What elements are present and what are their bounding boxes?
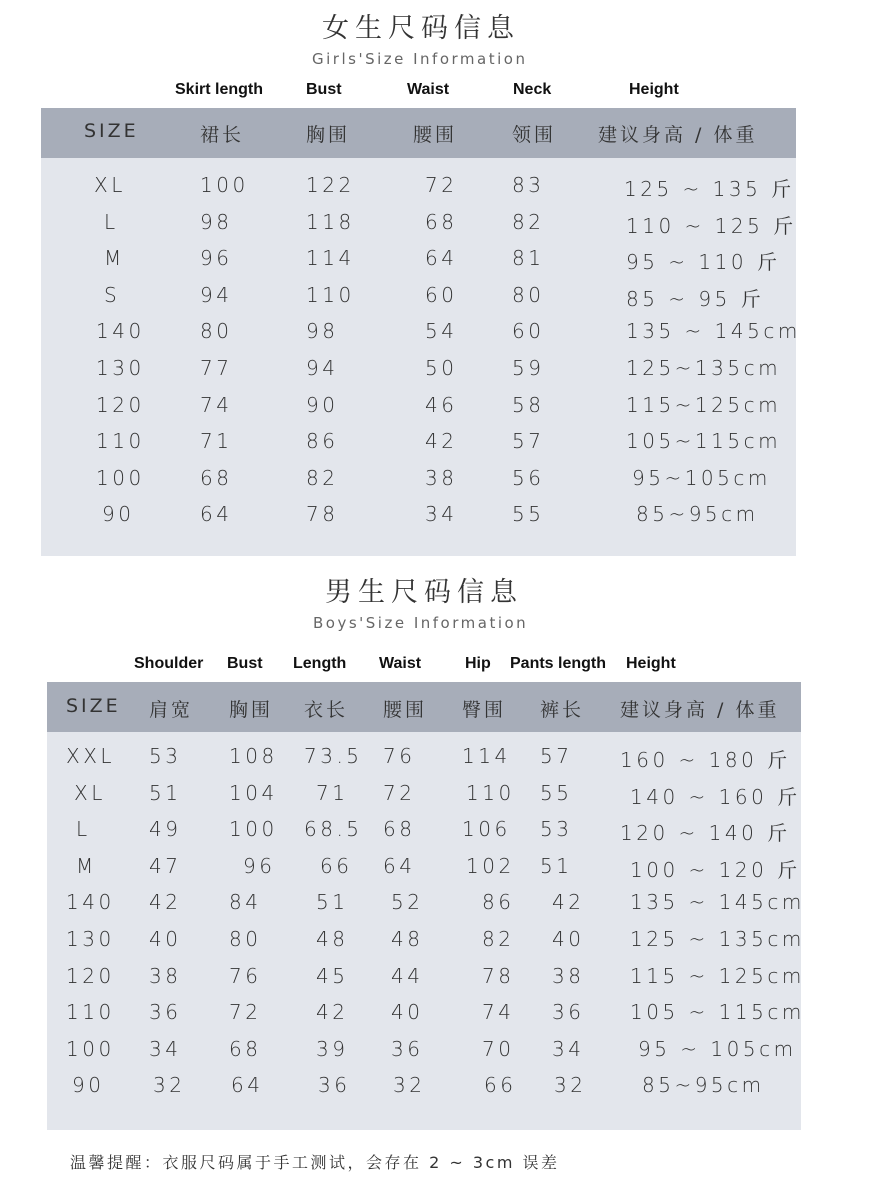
boys-cell-size: XL (74, 780, 106, 805)
girls-cell-waist: 34 (425, 502, 458, 527)
boys-cell-bust: 72 (229, 1000, 262, 1025)
girls-cell-neck: 83 (512, 173, 545, 197)
boys-cell-length: 73.5 (304, 744, 363, 768)
girls-cell-neck: 57 (512, 429, 545, 454)
boys-cell-size: 130 (66, 927, 115, 951)
girls-cell-neck: 58 (512, 392, 545, 417)
boys-header-waist: 腰围 (383, 699, 428, 721)
girls-title-en: Girls'Size Information (312, 50, 528, 68)
girls-cell-skirt-length: 96 (200, 246, 233, 271)
boys-label-length: Length (293, 655, 347, 672)
boys-cell-height-weight: 125 ~ 135cm (630, 927, 805, 951)
boys-cell-bust: 64 (231, 1073, 264, 1098)
girls-label-waist: Waist (407, 81, 450, 98)
girls-cell-neck: 81 (512, 246, 545, 271)
boys-header-size: SIZE (66, 695, 121, 717)
boys-cell-waist: 40 (391, 1000, 424, 1025)
boys-cell-height-weight: 105 ~ 115cm (630, 1000, 805, 1025)
girls-label-bust: Bust (306, 81, 342, 98)
boys-cell-hip: 110 (466, 780, 515, 805)
boys-cell-hip: 70 (482, 1036, 515, 1061)
girls-cell-bust: 82 (306, 465, 339, 490)
boys-cell-hip: 114 (462, 744, 511, 768)
girls-cell-neck: 80 (512, 282, 545, 307)
boys-header-length: 衣长 (304, 699, 349, 721)
boys-cell-shoulder: 34 (149, 1036, 182, 1061)
girls-cell-size: L (104, 209, 119, 234)
boys-cell-bust: 84 (229, 890, 262, 915)
boys-title-en: Boys'Size Information (313, 614, 529, 632)
boys-cell-hip: 106 (462, 817, 511, 842)
girls-cell-size: S (104, 282, 121, 307)
girls-cell-waist: 72 (425, 173, 458, 197)
boys-cell-waist: 72 (383, 780, 416, 805)
girls-cell-neck: 56 (512, 465, 545, 490)
girls-cell-size: M (104, 246, 125, 271)
boys-cell-hip: 78 (482, 963, 515, 988)
boys-label-shoulder: Shoulder (134, 655, 204, 672)
boys-cell-length: 71 (316, 780, 349, 805)
boys-header-height-weight: 建议身高 / 体重 (620, 699, 780, 721)
boys-cell-pants-length: 57 (540, 744, 573, 768)
boys-cell-hip: 102 (466, 853, 515, 878)
girls-cell-waist: 46 (425, 392, 458, 417)
boys-cell-shoulder: 38 (149, 963, 182, 988)
boys-cell-length: 45 (316, 963, 349, 988)
boys-cell-size: L (76, 817, 91, 842)
girls-cell-waist: 38 (425, 465, 458, 490)
boys-cell-shoulder: 40 (149, 927, 182, 951)
girls-cell-waist: 42 (425, 429, 458, 454)
boys-cell-length: 66 (320, 853, 353, 878)
boys-cell-pants-length: 51 (540, 853, 573, 878)
girls-cell-skirt-length: 100 (200, 173, 249, 197)
boys-cell-bust: 96 (243, 853, 276, 878)
girls-cell-skirt-length: 77 (200, 356, 233, 380)
boys-cell-hip: 74 (482, 1000, 515, 1025)
girls-cell-neck: 60 (512, 319, 545, 344)
girls-cell-size: 100 (96, 465, 145, 490)
boys-cell-hip: 86 (482, 890, 515, 915)
girls-cell-height-weight: 95~105cm (632, 465, 771, 490)
measurement-disclaimer: 温馨提醒：衣服尺码属于手工测试，会存在 2 ~ 3cm 误差 (70, 1153, 560, 1172)
boys-cell-pants-length: 40 (552, 927, 585, 951)
boys-header-hip: 臀围 (462, 699, 507, 721)
boys-cell-pants-length: 55 (540, 780, 573, 805)
boys-cell-height-weight: 100 ~ 120 斤 (630, 857, 801, 882)
girls-cell-neck: 59 (512, 356, 545, 380)
girls-cell-skirt-length: 64 (200, 502, 233, 527)
girls-cell-waist: 68 (425, 209, 458, 234)
boys-cell-shoulder: 36 (149, 1000, 182, 1025)
girls-cell-bust: 86 (306, 429, 339, 454)
boys-cell-height-weight: 85~95cm (642, 1073, 765, 1098)
boys-header-shoulder: 肩宽 (149, 699, 194, 721)
girls-cell-bust: 98 (306, 319, 339, 344)
boys-cell-bust: 76 (229, 963, 262, 988)
boys-label-hip: Hip (465, 655, 491, 672)
boys-cell-size: M (76, 853, 97, 878)
girls-cell-bust: 114 (306, 246, 355, 271)
girls-cell-size: 120 (96, 392, 145, 417)
boys-cell-length: 42 (316, 1000, 349, 1025)
boys-cell-bust: 68 (229, 1036, 262, 1061)
girls-cell-skirt-length: 68 (200, 465, 233, 490)
girls-cell-bust: 118 (306, 209, 355, 234)
girls-cell-size: 90 (102, 502, 135, 527)
girls-cell-waist: 54 (425, 319, 458, 344)
boys-header-bust: 胸围 (229, 699, 274, 721)
boys-cell-height-weight: 135 ~ 145cm (630, 890, 805, 915)
girls-cell-waist: 64 (425, 246, 458, 271)
girls-cell-bust: 110 (306, 282, 355, 307)
boys-cell-length: 48 (316, 927, 349, 951)
boys-cell-pants-length: 34 (552, 1036, 585, 1061)
girls-label-neck: Neck (513, 81, 552, 98)
girls-cell-height-weight: 125 ~ 135 斤 (624, 177, 795, 201)
boys-cell-length: 51 (316, 890, 349, 915)
boys-cell-waist: 76 (383, 744, 416, 768)
boys-cell-waist: 68 (383, 817, 416, 842)
girls-header-height-weight: 建议身高 / 体重 (598, 124, 758, 146)
boys-cell-height-weight: 160 ~ 180 斤 (620, 748, 791, 772)
boys-cell-bust: 104 (229, 780, 278, 805)
girls-cell-height-weight: 115~125cm (626, 392, 782, 417)
boys-cell-pants-length: 32 (554, 1073, 587, 1098)
girls-cell-skirt-length: 80 (200, 319, 233, 344)
boys-cell-size: 140 (66, 890, 115, 915)
girls-label-skirt-length: Skirt length (175, 81, 264, 98)
girls-cell-bust: 122 (306, 173, 355, 197)
boys-cell-shoulder: 53 (149, 744, 182, 768)
boys-label-height: Height (626, 655, 676, 672)
boys-cell-bust: 100 (229, 817, 278, 842)
girls-cell-bust: 78 (306, 502, 339, 527)
girls-cell-neck: 55 (512, 502, 545, 527)
boys-cell-size: 90 (72, 1073, 105, 1098)
girls-cell-skirt-length: 71 (200, 429, 233, 454)
girls-cell-height-weight: 110 ~ 125 斤 (626, 213, 797, 238)
boys-cell-pants-length: 38 (552, 963, 585, 988)
girls-cell-bust: 90 (306, 392, 339, 417)
girls-cell-height-weight: 85~95cm (636, 502, 759, 527)
girls-cell-size: XL (94, 173, 126, 197)
boys-cell-bust: 108 (229, 744, 278, 768)
boys-cell-hip: 82 (482, 927, 515, 951)
boys-cell-waist: 44 (391, 963, 424, 988)
girls-cell-height-weight: 135 ~ 145cm (626, 319, 801, 344)
girls-header-size: SIZE (84, 120, 139, 142)
boys-cell-shoulder: 42 (149, 890, 182, 915)
boys-cell-pants-length: 53 (540, 817, 573, 842)
girls-cell-bust: 94 (306, 356, 339, 380)
boys-cell-length: 39 (316, 1036, 349, 1061)
boys-cell-height-weight: 140 ~ 160 斤 (630, 784, 801, 809)
boys-cell-waist: 32 (393, 1073, 426, 1098)
boys-label-waist: Waist (379, 655, 422, 672)
girls-cell-waist: 50 (425, 356, 458, 380)
girls-cell-height-weight: 85 ~ 95 斤 (626, 286, 765, 311)
girls-label-height: Height (629, 81, 679, 98)
boys-cell-hip: 66 (484, 1073, 517, 1098)
girls-cell-waist: 60 (425, 282, 458, 307)
boys-label-bust: Bust (227, 655, 263, 672)
girls-cell-skirt-length: 94 (200, 282, 233, 307)
boys-cell-pants-length: 36 (552, 1000, 585, 1025)
boys-cell-waist: 64 (383, 853, 416, 878)
boys-cell-size: 110 (66, 1000, 115, 1025)
boys-cell-length: 68.5 (304, 817, 363, 842)
boys-cell-size: XXL (66, 744, 116, 768)
girls-cell-size: 130 (96, 356, 145, 380)
girls-header-skirt-length: 裙长 (200, 124, 245, 146)
girls-cell-size: 110 (96, 429, 145, 454)
girls-cell-height-weight: 95 ~ 110 斤 (626, 250, 781, 275)
boys-cell-length: 36 (318, 1073, 351, 1098)
boys-cell-height-weight: 95 ~ 105cm (638, 1036, 797, 1061)
girls-header-waist: 腰围 (413, 124, 458, 146)
boys-label-pants-length: Pants length (510, 655, 607, 672)
girls-title-cn: 女生尺码信息 (322, 13, 520, 44)
girls-cell-height-weight: 105~115cm (626, 429, 782, 454)
girls-cell-height-weight: 125~135cm (626, 356, 782, 380)
girls-cell-size: 140 (96, 319, 145, 344)
boys-cell-shoulder: 47 (149, 853, 182, 878)
boys-title-cn: 男生尺码信息 (325, 577, 523, 608)
boys-header-pants-length: 裤长 (540, 699, 585, 721)
boys-cell-size: 100 (66, 1036, 115, 1061)
boys-cell-waist: 48 (391, 927, 424, 951)
boys-cell-pants-length: 42 (552, 890, 585, 915)
girls-cell-skirt-length: 74 (200, 392, 233, 417)
boys-cell-shoulder: 51 (149, 780, 182, 805)
boys-cell-size: 120 (66, 963, 115, 988)
boys-cell-waist: 36 (391, 1036, 424, 1061)
girls-cell-neck: 82 (512, 209, 545, 234)
girls-cell-skirt-length: 98 (200, 209, 233, 234)
girls-header-bust: 胸围 (306, 124, 351, 146)
boys-cell-shoulder: 49 (149, 817, 182, 842)
boys-cell-height-weight: 115 ~ 125cm (630, 963, 805, 988)
girls-header-neck: 领围 (512, 124, 557, 146)
boys-cell-waist: 52 (391, 890, 424, 915)
boys-cell-shoulder: 32 (153, 1073, 186, 1098)
boys-cell-bust: 80 (229, 927, 262, 951)
boys-cell-height-weight: 120 ~ 140 斤 (620, 821, 791, 846)
